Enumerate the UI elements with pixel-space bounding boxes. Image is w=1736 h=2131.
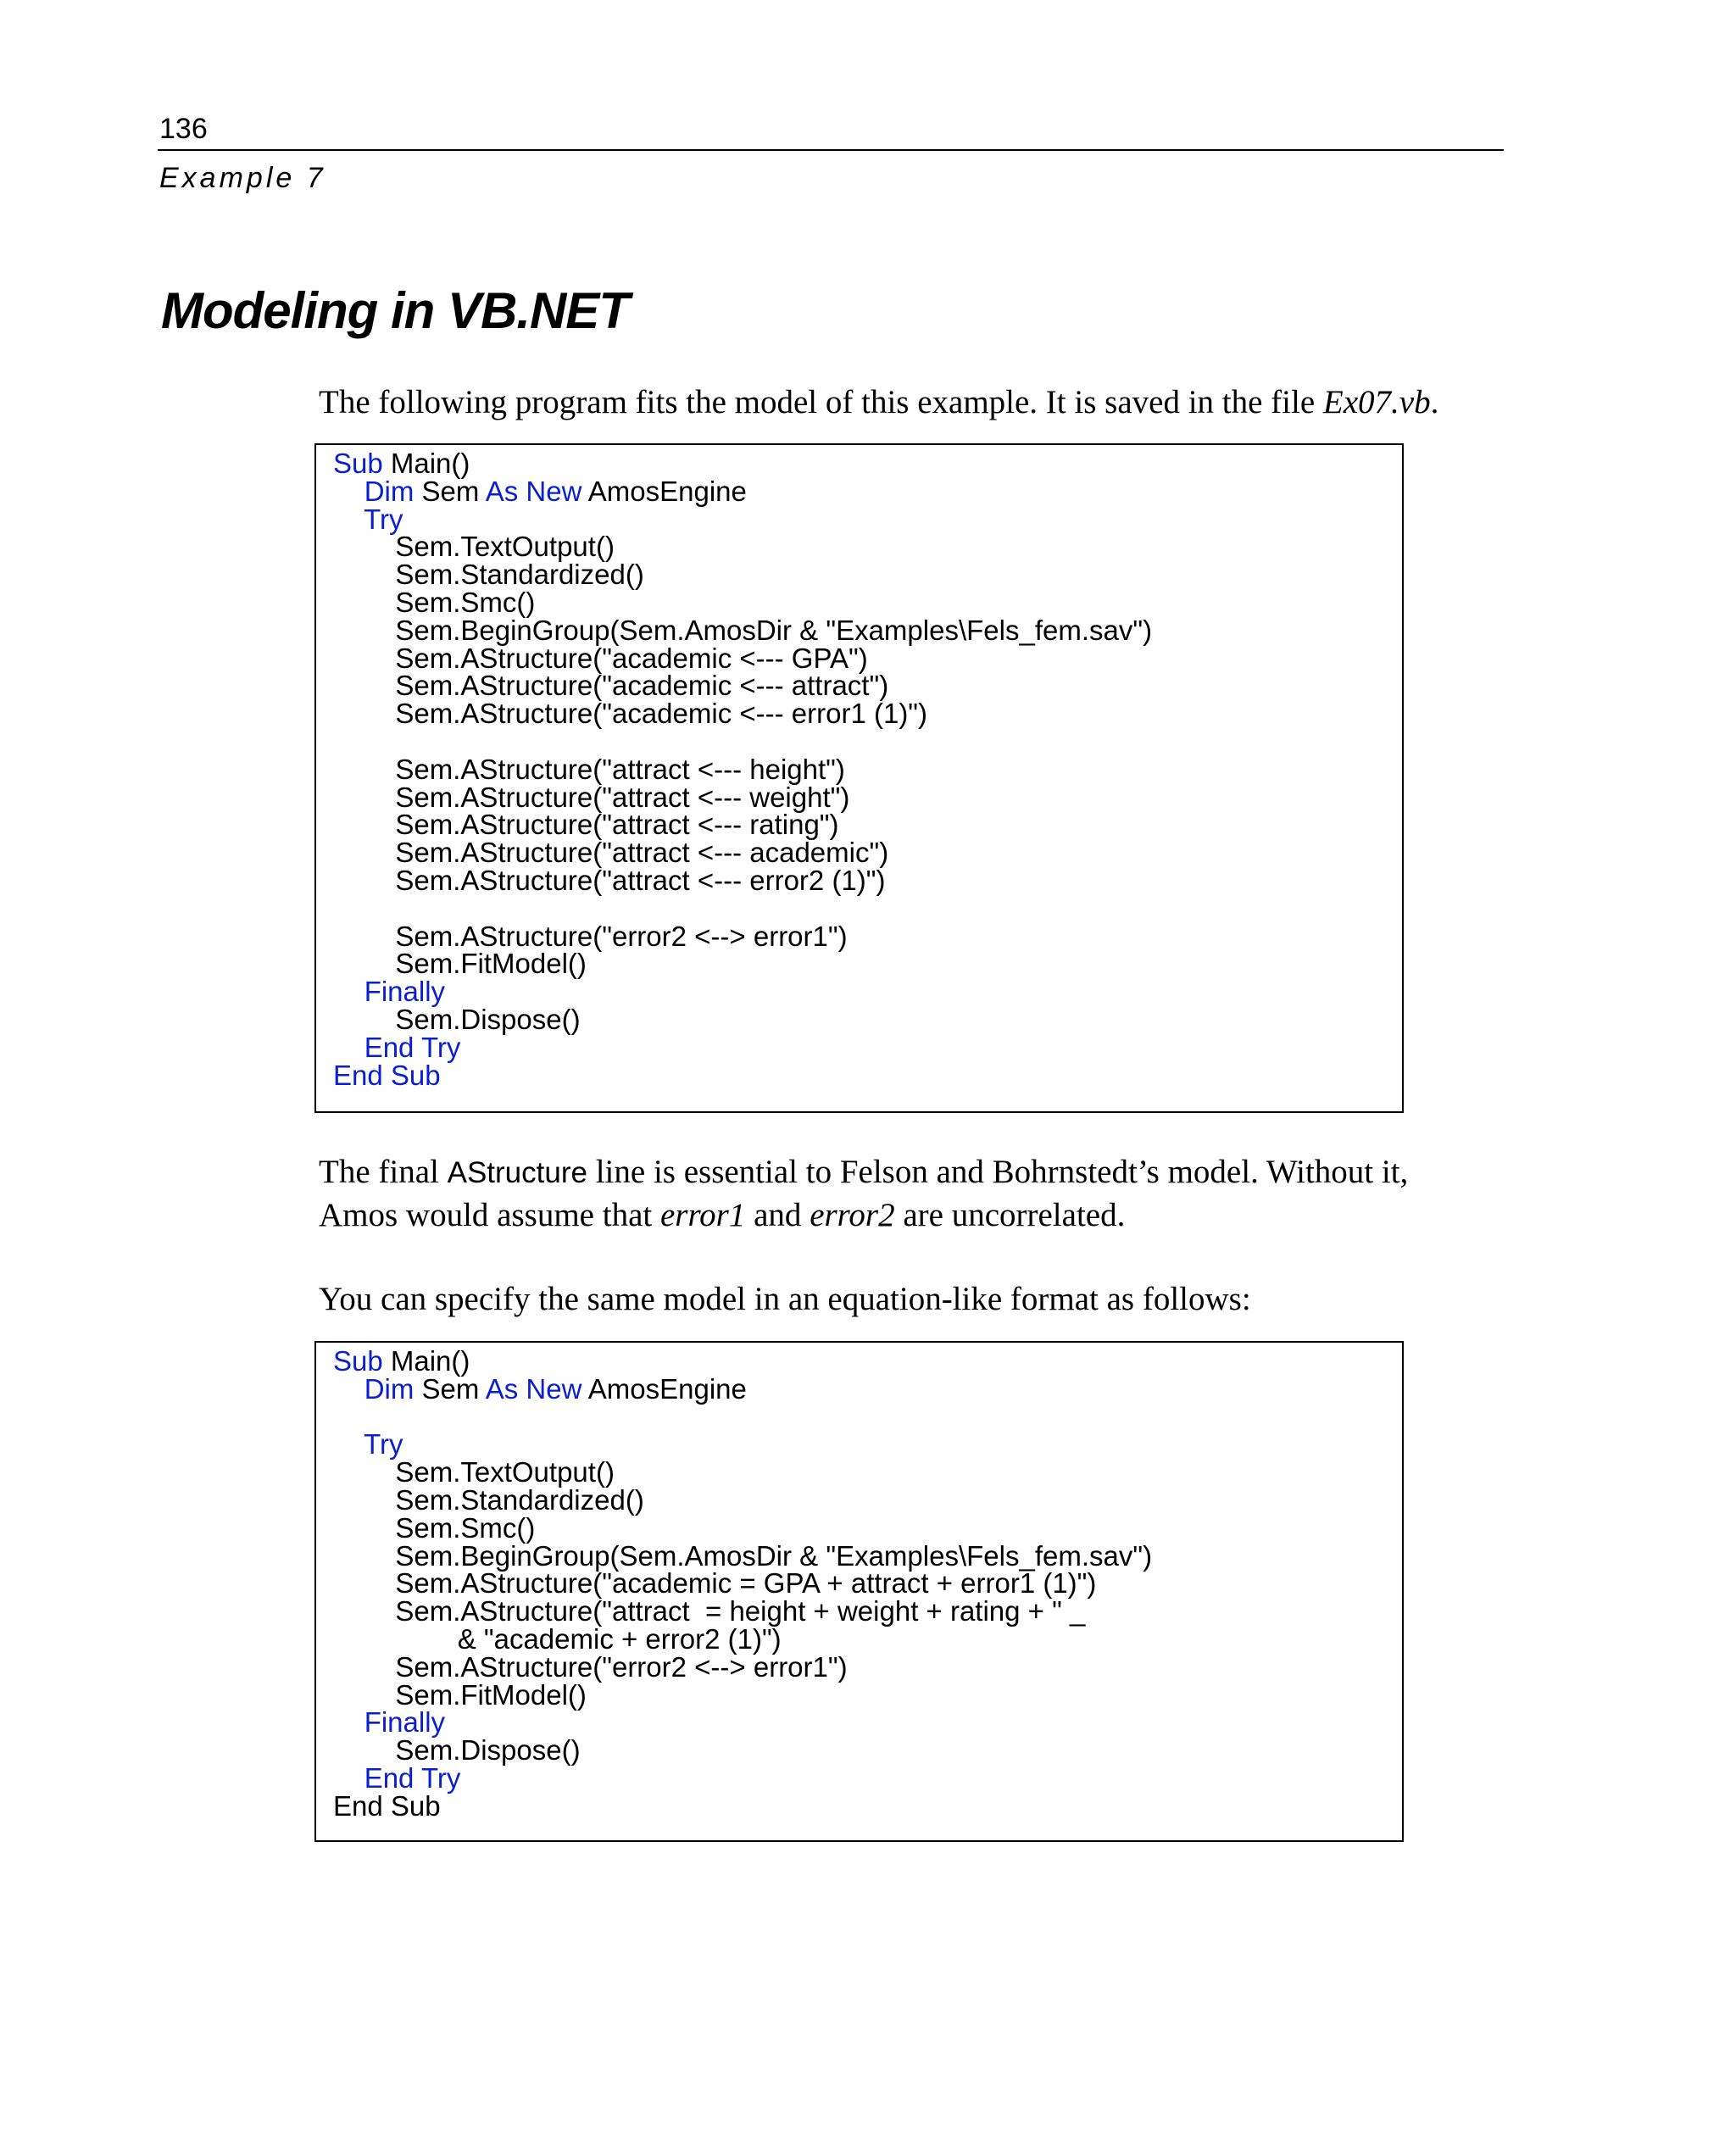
code-text: Sem.Standardized() bbox=[333, 559, 644, 591]
intro-paragraph bbox=[319, 381, 1472, 424]
code-text bbox=[333, 1706, 364, 1738]
code-keyword: End Try bbox=[364, 1761, 461, 1794]
code-text: Sem.AStructure("academic = GPA + attract + error1 (1)") bbox=[333, 1567, 1097, 1600]
code-line bbox=[333, 1734, 1402, 1767]
code-text: Sem.AStructure("academic <--- GPA") bbox=[333, 642, 868, 674]
running-head: Example 7 bbox=[159, 162, 326, 194]
code-line bbox=[333, 978, 1402, 1006]
code-keyword: As New bbox=[485, 1372, 582, 1405]
code-line bbox=[333, 1428, 1402, 1461]
code-line bbox=[333, 1345, 1402, 1377]
code-text bbox=[333, 976, 364, 1007]
page-number: 136 bbox=[159, 113, 208, 145]
code-text: Sem.AStructure("attract <--- rating") bbox=[333, 809, 839, 841]
code-line bbox=[333, 895, 1402, 923]
code-text: Main() bbox=[382, 448, 470, 479]
inline-code-astructure: AStructure bbox=[447, 1156, 587, 1189]
code-text bbox=[333, 1428, 364, 1460]
code-text: Sem.AStructure("error2 <--> error1") bbox=[333, 1650, 848, 1683]
intro-end: . bbox=[1430, 384, 1439, 420]
code-text: Sem.AStructure("attract <--- height") bbox=[333, 753, 845, 785]
code-line bbox=[333, 1003, 1402, 1035]
code-line bbox=[333, 1456, 1402, 1488]
code-line bbox=[333, 920, 1402, 952]
code-text: AmosEngine bbox=[581, 1372, 747, 1405]
final-note-text-3: and bbox=[745, 1197, 810, 1233]
code-text: Sem.AStructure("academic <--- error1 (1)") bbox=[333, 698, 928, 730]
code-text: Sem.AStructure("attract <--- academic") bbox=[333, 837, 889, 869]
code-text: End Sub bbox=[333, 1789, 441, 1822]
section-title: Modeling in VB.NET bbox=[161, 282, 629, 339]
code-line bbox=[333, 642, 1402, 674]
code-line bbox=[333, 475, 1402, 507]
code-line bbox=[333, 950, 1402, 978]
final-note-paragraph bbox=[319, 1151, 1488, 1237]
code-line bbox=[333, 614, 1402, 646]
code-line bbox=[333, 1031, 1402, 1063]
code-keyword: Try bbox=[364, 1428, 403, 1461]
code-line bbox=[333, 1539, 1402, 1572]
code-keyword: End Sub bbox=[333, 1059, 441, 1091]
code-line bbox=[333, 672, 1402, 700]
code-line bbox=[333, 503, 1402, 535]
code-text: Sem.Smc() bbox=[333, 1511, 536, 1544]
code-keyword: Try bbox=[364, 503, 403, 535]
var-error1: error1 bbox=[659, 1197, 746, 1233]
code-text: Sem.AStructure("attract <--- error2 (1)") bbox=[333, 864, 886, 896]
code-line bbox=[333, 728, 1402, 756]
file-name: Ex07.vb bbox=[1322, 384, 1431, 420]
code-line bbox=[333, 450, 1402, 478]
code-text: Sem.Smc() bbox=[333, 586, 536, 618]
code-keyword: Finally bbox=[364, 1706, 446, 1739]
header-rule bbox=[158, 149, 1504, 151]
code-text: AmosEngine bbox=[581, 475, 747, 507]
code-text: Sem.Dispose() bbox=[333, 1734, 581, 1767]
code-keyword: Dim bbox=[364, 1372, 415, 1405]
code-line bbox=[333, 700, 1402, 728]
final-note-text-1: The final bbox=[319, 1154, 448, 1190]
code-keyword: Sub bbox=[333, 1345, 383, 1377]
code-text: Sem.Standardized() bbox=[333, 1483, 644, 1516]
code-text: Sem.AStructure("attract <--- weight") bbox=[333, 781, 850, 813]
code-text bbox=[333, 1373, 364, 1405]
code-line bbox=[333, 1595, 1402, 1627]
code-line bbox=[333, 1372, 1402, 1405]
code-text bbox=[333, 504, 364, 535]
code-text: Sem.FitModel() bbox=[333, 948, 587, 980]
code-line bbox=[333, 753, 1402, 785]
code-text: Sem bbox=[414, 1372, 486, 1405]
code-line bbox=[333, 1678, 1402, 1711]
code-text: Sem.TextOutput() bbox=[333, 531, 615, 563]
code-text: & "academic + error2 (1)") bbox=[333, 1622, 782, 1655]
code-line bbox=[333, 1511, 1402, 1544]
code-text bbox=[333, 476, 364, 507]
code-keyword: Sub bbox=[333, 448, 383, 479]
code-line bbox=[333, 1059, 1402, 1091]
code-text bbox=[333, 1032, 364, 1063]
code-line bbox=[333, 1761, 1402, 1794]
code-line bbox=[333, 781, 1402, 813]
code-text: Main() bbox=[382, 1345, 470, 1377]
var-error2: error2 bbox=[810, 1197, 895, 1233]
code-keyword: Finally bbox=[364, 976, 446, 1008]
code-text: Sem.BeginGroup(Sem.AmosDir & "Examples\Fels_fem.sav") bbox=[333, 614, 1153, 646]
final-note-text-4: are uncorrelated. bbox=[894, 1197, 1126, 1233]
final-note-text-2: line is essential to Felson and Bohrnstedt’s model. Without it, Amos would assume that bbox=[319, 1154, 1409, 1233]
code-line bbox=[333, 1789, 1402, 1822]
code-text: Sem.BeginGroup(Sem.AmosDir & "Examples\Fels_fem.sav") bbox=[333, 1539, 1153, 1572]
code-line bbox=[333, 561, 1402, 589]
code-line bbox=[333, 1650, 1402, 1683]
code-line bbox=[333, 1706, 1402, 1739]
code-text: Sem.Dispose() bbox=[333, 1003, 581, 1035]
code-keyword: As New bbox=[485, 475, 582, 507]
code-text bbox=[333, 1762, 364, 1794]
equation-intro-paragraph: You can specify the same model in an equation-like format as follows: bbox=[319, 1281, 1251, 1317]
code-line bbox=[333, 533, 1402, 561]
code-block-2 bbox=[314, 1341, 1404, 1842]
code-line bbox=[333, 1622, 1402, 1655]
code-text: Sem.AStructure("attract = height + weight + rating + " _ bbox=[333, 1595, 1086, 1627]
code-line bbox=[333, 1404, 1402, 1432]
code-text: Sem.FitModel() bbox=[333, 1678, 587, 1711]
code-line bbox=[333, 1567, 1402, 1600]
code-keyword: Dim bbox=[364, 475, 415, 507]
code-text: Sem bbox=[414, 475, 486, 507]
code-block-1 bbox=[314, 443, 1404, 1113]
code-line bbox=[333, 811, 1402, 839]
intro-text: The following program fits the model of this example. It is saved in the file bbox=[319, 384, 1323, 420]
code-line bbox=[333, 586, 1402, 618]
code-line bbox=[333, 864, 1402, 896]
code-text: Sem.AStructure("academic <--- attract") bbox=[333, 670, 889, 702]
code-line bbox=[333, 1483, 1402, 1516]
code-line bbox=[333, 839, 1402, 867]
code-text: Sem.TextOutput() bbox=[333, 1456, 615, 1488]
code-keyword: End Try bbox=[364, 1031, 461, 1063]
code-text: Sem.AStructure("error2 <--> error1") bbox=[333, 920, 848, 952]
